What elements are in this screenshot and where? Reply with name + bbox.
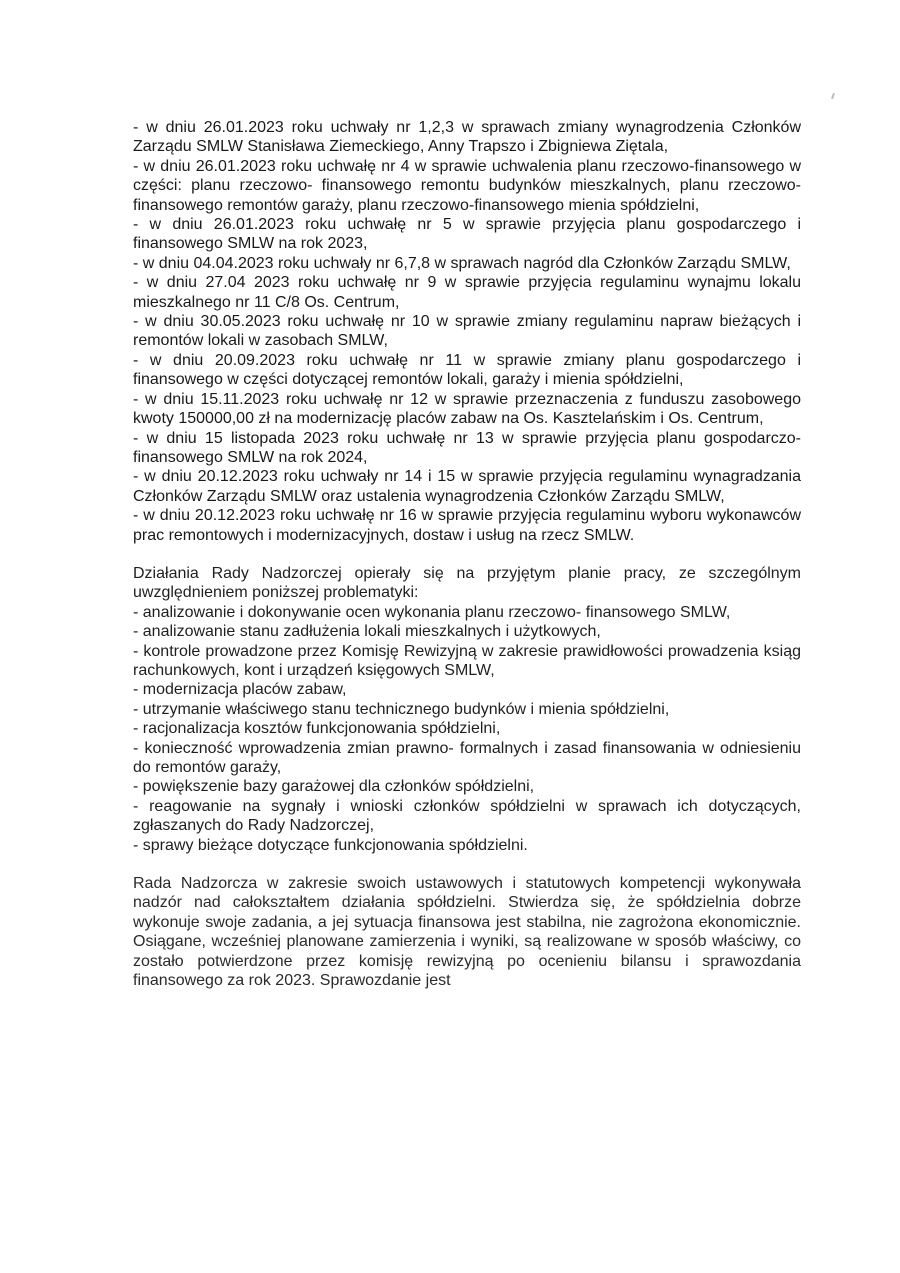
activity-item: - modernizacja placów zabaw, (133, 681, 347, 699)
scan-mark (831, 93, 835, 99)
activities-section (133, 564, 801, 855)
activity-item: - reagowanie na sygnały i wnioski członków spółdzielni w sprawach ich dotyczących, zgłaszanych do Rady Nadzorczej, (133, 797, 801, 835)
document-page (133, 118, 801, 990)
resolution-item: - w dniu 20.12.2023 roku uchwały nr 14 i 15 w sprawie przyjęcia regulaminu wynagradzania Członków Zarządu SMLW oraz ustalenia wynagrodzenia Członków Zarządu SMLW, (133, 468, 801, 505)
activity-item: - utrzymanie właściwego stanu technicznego budynków i mienia spółdzielni, (133, 700, 670, 718)
conclusion-section (133, 874, 801, 990)
resolution-item: - w dniu 15 listopada 2023 roku uchwałę nr 13 w sprawie przyjęcia planu gospodarczo- finansowego SMLW na rok 2024, (133, 429, 801, 466)
spacer (133, 855, 801, 874)
resolution-item: - w dniu 15.11.2023 roku uchwałę nr 12 w sprawie przeznaczenia z funduszu zasobowego kwoty 150000,00 zł na modernizację placów zabaw na Os. Kasztelańskim i Os. Centrum, (133, 390, 801, 428)
resolution-item: - w dniu 26.01.2023 roku uchwały nr 1,2,3 w sprawach zmiany wynagrodzenia Członków Zarządu SMLW Stanisława Ziemeckiego, Anny Trapszo i Zbigniewa Ziętala, (133, 119, 801, 156)
resolutions-list (133, 118, 801, 545)
conclusion-paragraph: Rada Nadzorcza w zakresie swoich ustawowych i statutowych kompetencji wykonywała nadzór nad całokształtem działania spółdzielni. Stwierdza się, że spółdzielnia dobrze wykonuje swoje zadania, a jej sytuacja finansowa jest stabilna, nie zagrożona ekonomicznie. Osiągane, wcześniej planowane zamierzenia i wyniki, są realizowane w sposób właściwy, co zostało potwierdzone przez komisję rewizyjną po ocenieniu bilansu i sprawozdania finansowego za rok 2023. Sprawozdanie jest (133, 875, 801, 990)
activity-item: - powiększenie bazy garażowej dla członków spółdzielni, (133, 778, 535, 796)
spacer (133, 545, 801, 564)
resolution-item: - w dniu 04.04.2023 roku uchwały nr 6,7,8 w sprawach nagród dla Członków Zarządu SMLW, (133, 254, 791, 272)
activities-intro: Działania Rady Nadzorczej opierały się na przyjętym planie pracy, ze szczególnym uwzględnieniem poniższej problematyki: (133, 564, 801, 602)
activity-item: - analizowanie stanu zadłużenia lokali mieszkalnych i użytkowych, (133, 623, 601, 641)
resolution-item: - w dniu 20.12.2023 roku uchwałę nr 16 w sprawie przyjęcia regulaminu wyboru wykonawców prac remontowych i modernizacyjnych, dostaw i usług na rzecz SMLW. (133, 507, 801, 544)
activity-item: - racjonalizacja kosztów funkcjonowania spółdzielni, (133, 720, 501, 738)
resolution-item: - w dniu 26.01.2023 roku uchwałę nr 4 w sprawie uchwalenia planu rzeczowo-finansowego w części: planu rzeczowo- finansowego remontu budynków mieszkalnych, planu rzeczowo- finansowego remontów garaży, planu rzeczowo-finansowego mienia spółdzielni, (133, 157, 801, 214)
activity-item: - konieczność wprowadzenia zmian prawno- formalnych i zasad finansowania w odniesieniu do remontów garaży, (133, 739, 801, 776)
activity-item: - kontrole prowadzone przez Komisję Rewizyjną w zakresie prawidłowości prowadzenia ksiąg rachunkowych, kont i urządzeń księgowych SMLW, (133, 642, 801, 679)
activity-item: - sprawy bieżące dotyczące funkcjonowania spółdzielni. (133, 836, 528, 854)
resolution-item: - w dniu 26.01.2023 roku uchwałę nr 5 w sprawie przyjęcia planu gospodarczego i finansowego SMLW na rok 2023, (133, 216, 801, 253)
activity-item: - analizowanie i dokonywanie ocen wykonania planu rzeczowo- finansowego SMLW, (133, 603, 731, 621)
resolution-item: - w dniu 20.09.2023 roku uchwałę nr 11 w sprawie zmiany planu gospodarczego i finansowego w części dotyczącej remontów lokali, garaży i mienia spółdzielni, (133, 351, 801, 389)
resolution-item: - w dniu 30.05.2023 roku uchwałę nr 10 w sprawie zmiany regulaminu napraw bieżących i remontów lokali w zasobach SMLW, (133, 313, 801, 350)
resolution-item: - w dniu 27.04 2023 roku uchwałę nr 9 w sprawie przyjęcia regulaminu wynajmu lokalu mieszkalnego nr 11 C/8 Os. Centrum, (133, 274, 801, 311)
